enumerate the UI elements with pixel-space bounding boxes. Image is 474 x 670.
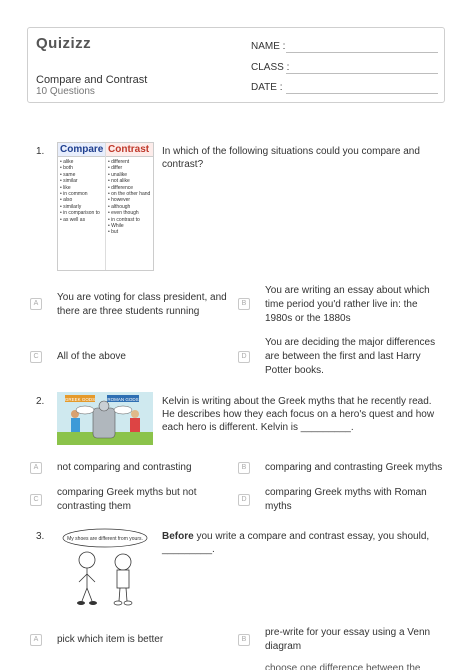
date-field[interactable] [286, 93, 438, 94]
option-c-text[interactable]: All of the above [57, 351, 126, 362]
word-list-item: • same [60, 171, 76, 178]
name-label: NAME : [251, 41, 286, 52]
shoes-cartoon-image [57, 526, 153, 608]
date-label: DATE : [251, 82, 283, 93]
option-b-box[interactable]: B [238, 298, 250, 310]
option-c-box[interactable]: C [30, 494, 42, 506]
word-list-item: • different [108, 159, 130, 165]
word-list-item: • although [108, 203, 131, 210]
speech-bubble-text: My shoes are different from yours. [67, 536, 143, 542]
word-list-item: • on the other hand [108, 191, 151, 198]
option-a-text[interactable]: pick which item is better [57, 634, 164, 645]
word-list-item: • but [108, 229, 119, 236]
option-a-box[interactable]: A [30, 298, 42, 310]
compare-contrast-word-chart [57, 142, 154, 271]
worksheet-title: Compare and Contrast [36, 74, 148, 86]
word-list-item: • alike [60, 159, 74, 165]
greek-roman-gods-image [57, 392, 153, 445]
word-list-item: • as well as [60, 216, 86, 223]
question-bold-word: Before [162, 531, 194, 542]
question-text: Kelvin is writing about the Greek myths that he recently read. He describes how they each focus on a hero's quest and how each hero is different. Kelvin is _________. [162, 396, 435, 433]
quizizz-logo [36, 35, 91, 52]
word-list-item: • similar [60, 178, 78, 185]
word-list-item: • like [60, 184, 71, 191]
word-list-item: • even though [108, 210, 139, 217]
word-list-item: • similarly [60, 203, 82, 210]
option-b-text[interactable]: comparing and contrasting Greek myths [265, 462, 443, 473]
option-b-text[interactable]: pre-write for your essay using a Venn diagram [265, 627, 431, 652]
word-list-item: • in common [60, 191, 88, 198]
greek-gods-label: GREEK GODS [64, 397, 96, 402]
option-a-text[interactable]: You are voting for class president, and there are three students running [57, 292, 227, 317]
option-c-text[interactable]: comparing Greek myths but not contrasting them [57, 487, 197, 512]
question-number: 3. [36, 531, 45, 542]
word-list-item: • unalike [108, 171, 127, 178]
word-list-item: • While [108, 223, 124, 230]
cutoff-option-text: choose one difference between the [265, 663, 421, 670]
word-list-item: • not alike [108, 178, 130, 185]
word-list-item: • in contrast to [108, 216, 140, 223]
roman-gods-label: ROMAN GODS [107, 397, 139, 402]
contrast-word-list [106, 157, 153, 236]
question-number: 1. [36, 146, 45, 157]
compare-heading: Compare [60, 144, 104, 155]
question-number: 2. [36, 396, 45, 407]
option-a-box[interactable]: A [30, 634, 42, 646]
word-list-item: • differ [108, 165, 123, 172]
option-d-box[interactable]: D [238, 494, 250, 506]
word-list-item: • difference [108, 184, 134, 191]
word-list-item: • in comparison to [60, 210, 100, 217]
word-list-item: • however [108, 197, 131, 204]
word-list-item: • also [60, 197, 73, 204]
compare-word-list [58, 157, 105, 223]
contrast-heading: Contrast [106, 143, 153, 157]
option-a-box[interactable]: A [30, 462, 42, 474]
option-b-text[interactable]: You are writing an essay about which time period you'd rather live in: the 1980s or the 1880s [265, 285, 430, 324]
option-c-box[interactable]: C [30, 351, 42, 363]
option-d-text[interactable]: comparing Greek myths with Roman myths [265, 487, 427, 512]
question-text [162, 530, 442, 556]
question-text: In which of the following situations could you compare and contrast? [162, 146, 420, 170]
class-field[interactable] [286, 73, 438, 74]
logo-text: Quizizz [36, 35, 92, 52]
word-list-item: • both [60, 165, 73, 172]
option-d-text[interactable]: You are deciding the major differences are between the first and last Harry Potter books. [265, 337, 436, 376]
option-b-box[interactable]: B [238, 462, 250, 474]
question-text-rest: you write a compare and contrast essay, you should, _________. [162, 531, 430, 555]
option-b-box[interactable]: B [238, 634, 250, 646]
option-d-box[interactable]: D [238, 351, 250, 363]
name-field[interactable] [286, 52, 438, 53]
option-a-text[interactable]: not comparing and contrasting [57, 462, 192, 473]
class-label: CLASS : [251, 62, 290, 73]
worksheet-subtitle: 10 Questions [36, 86, 95, 97]
